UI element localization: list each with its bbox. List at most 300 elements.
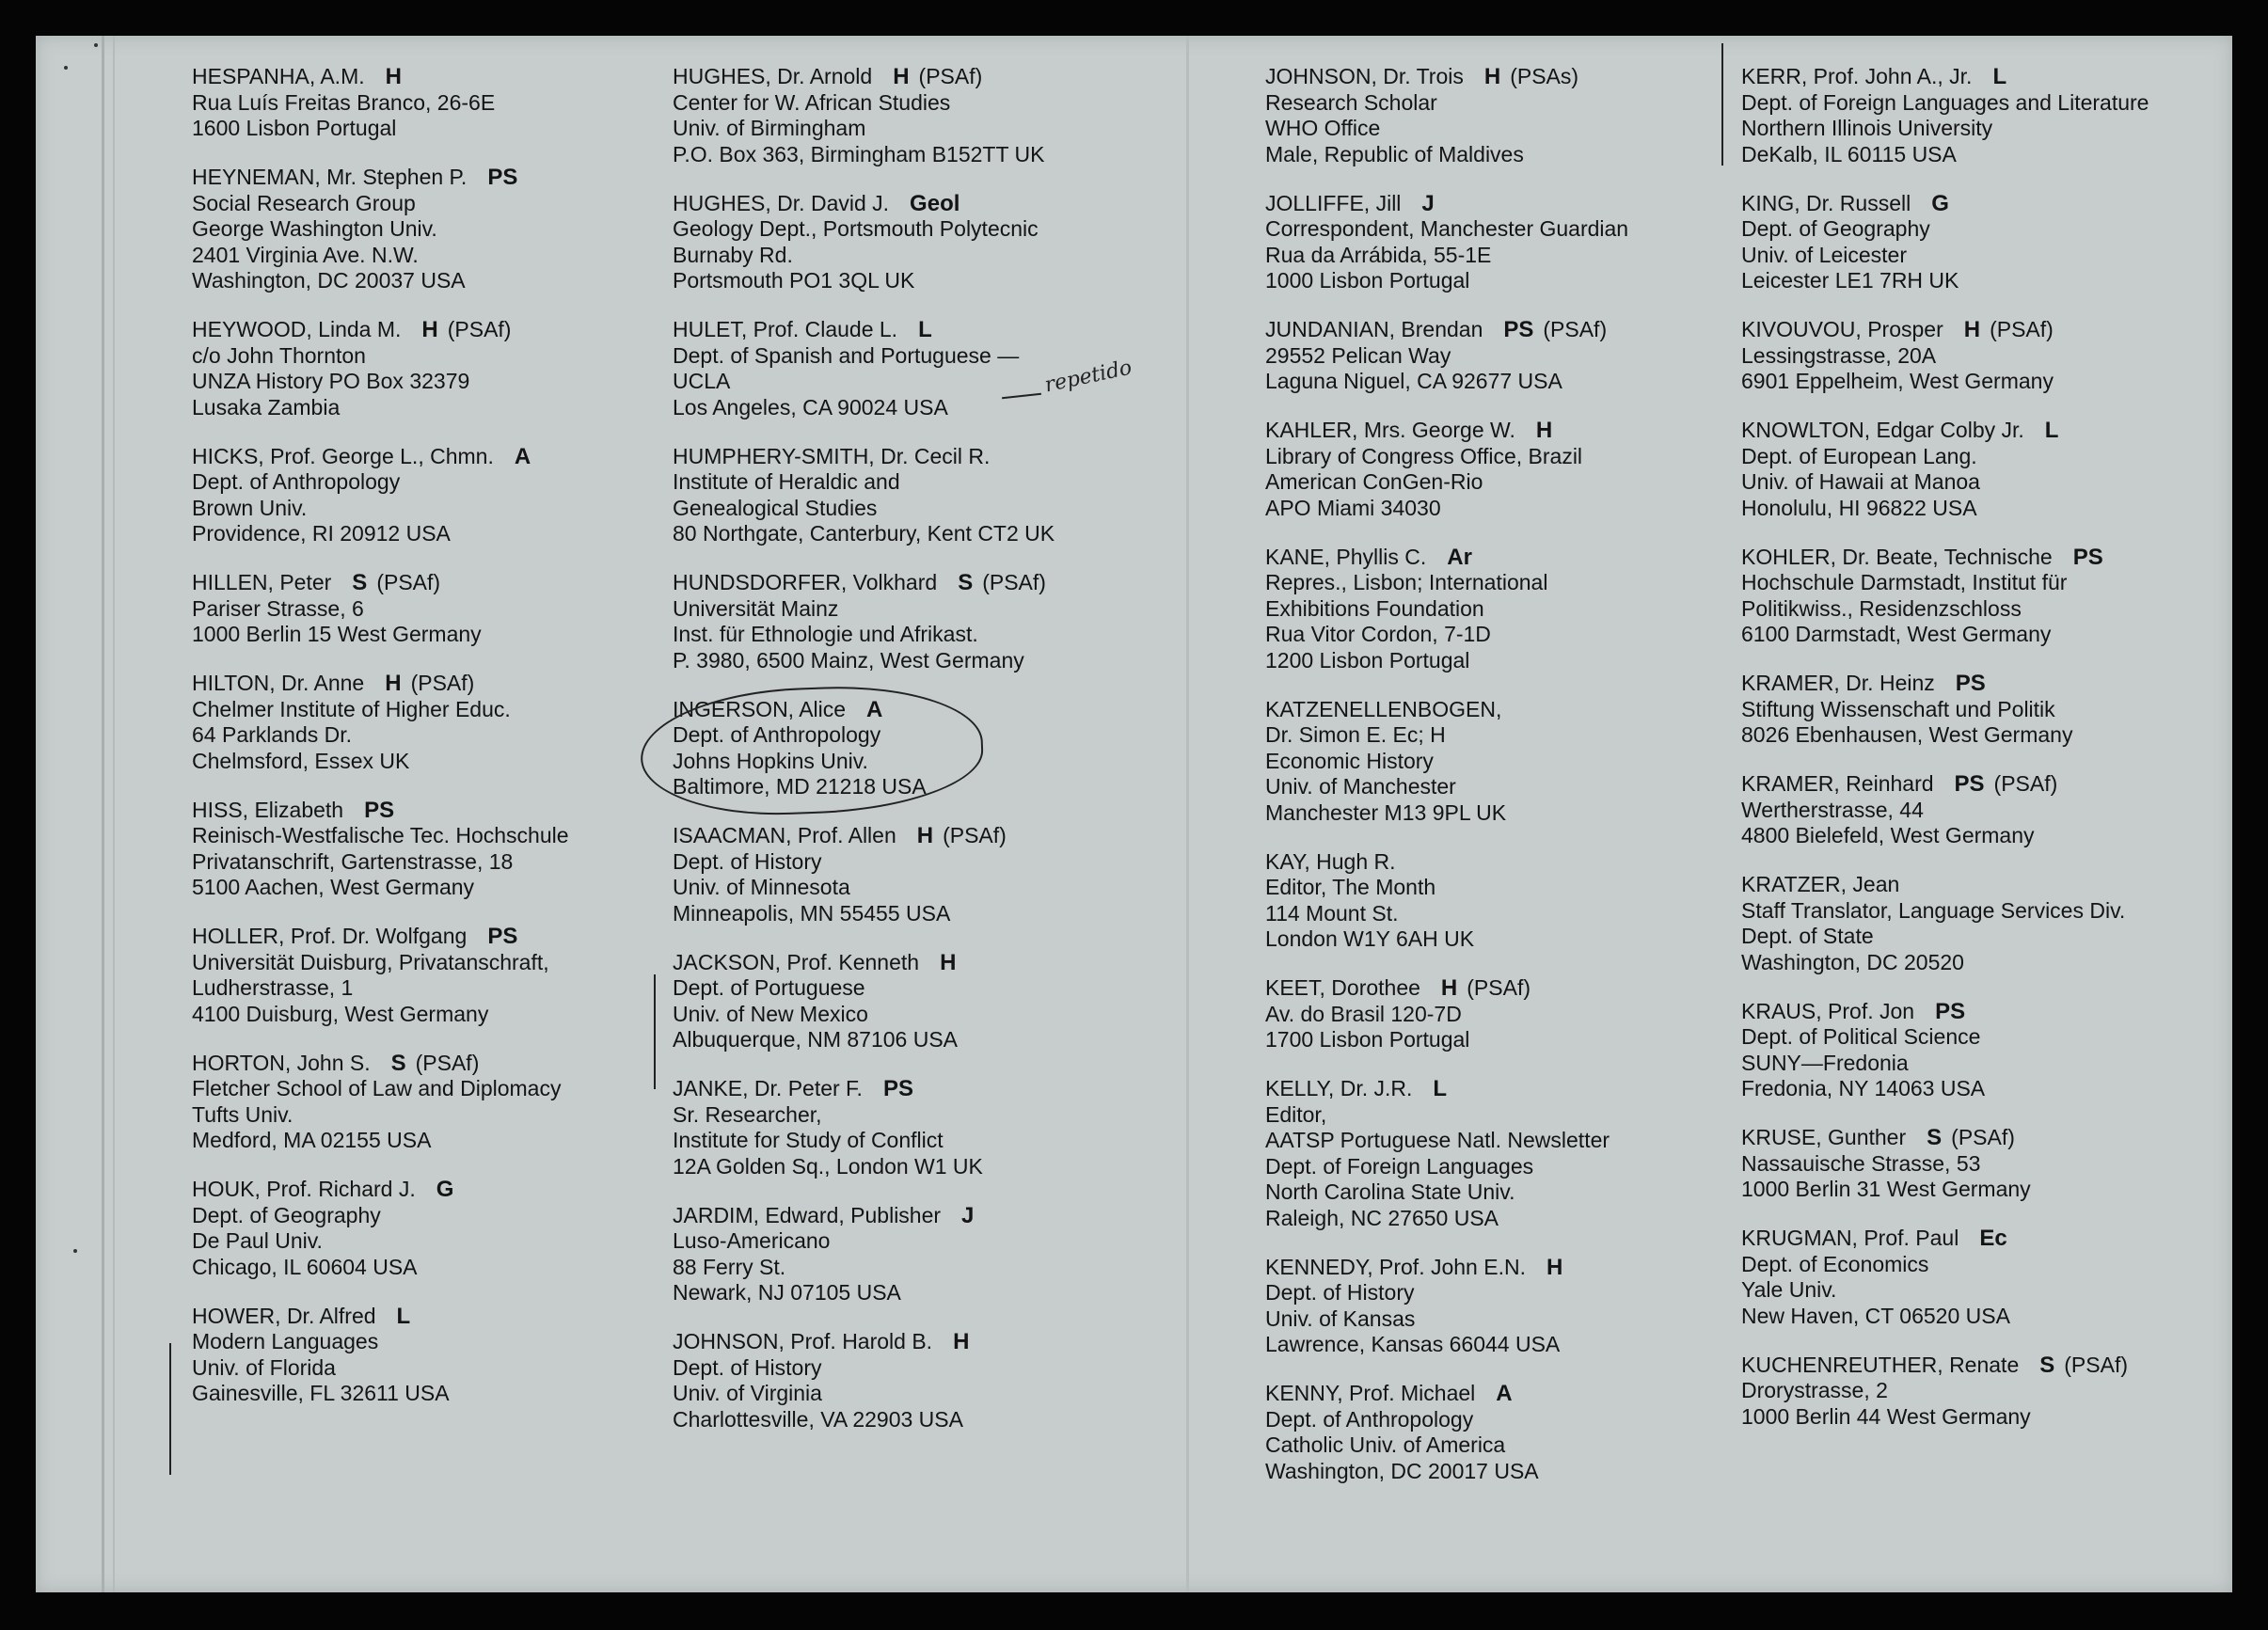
address-line: Univ. of New Mexico [673, 1001, 868, 1026]
address-line: Leicester LE1 7RH UK [1741, 268, 1959, 293]
address-line: Lessingstrasse, 20A [1741, 342, 1937, 368]
address-line: Dept. of Economics [1741, 1251, 1929, 1276]
entry-heading [673, 64, 1055, 90]
address-line: Providence, RI 20912 USA [192, 521, 451, 546]
directory-entry [673, 1076, 1055, 1179]
directory-column-3 [1265, 64, 1628, 1508]
address-line: Sr. Researcher, [673, 1101, 822, 1127]
affiliation-tag: (PSAf) [918, 64, 983, 88]
entry-heading [1265, 418, 1628, 444]
discipline-code: H [385, 671, 402, 696]
entry-name: JACKSON, Prof. Kenneth [673, 949, 920, 974]
affiliation-tag: (PSAf) [1993, 771, 2058, 796]
address-line: Fletcher School of Law and Diplomacy [192, 1076, 562, 1100]
address-line: Washington, DC 20037 USA [192, 268, 466, 293]
entry-name: ISAACMAN, Prof. Allen [673, 823, 896, 847]
address-line: Univ. of Manchester [1265, 774, 1456, 799]
directory-entry [1741, 671, 2149, 749]
address-line: Univ. of Hawaii at Manoa [1741, 469, 1980, 494]
address-line: Dept. of History [1265, 1280, 1415, 1305]
entry-heading [192, 671, 569, 697]
address-line: Rua Luís Freitas Branco, 26-6E [192, 89, 496, 115]
address-line: Universität Duisburg, Privatanschraft, [192, 949, 549, 974]
address-line: 6901 Eppelheim, West Germany [1741, 369, 2054, 393]
address-line: 6100 Darmstadt, West Germany [1741, 622, 2052, 646]
address-line: Medford, MA 02155 USA [192, 1128, 432, 1152]
entry-heading [192, 924, 569, 950]
address-line: Luso-Americano [673, 1228, 831, 1253]
entry-name: KENNEDY, Prof. John E.N. [1265, 1254, 1526, 1279]
discipline-code: PS [1954, 771, 1985, 797]
discipline-code: S [390, 1050, 406, 1076]
address-line: 12A Golden Sq., London W1 UK [673, 1153, 983, 1179]
address-line: Albuquerque, NM 87106 USA [673, 1027, 959, 1052]
address-line: Pariser Strasse, 6 [192, 595, 364, 621]
address-line: 4800 Bielefeld, West Germany [1741, 823, 2035, 847]
address-line: 1600 Lisbon Portugal [192, 116, 397, 140]
address-line: Staff Translator, Language Services Div. [1741, 897, 2126, 923]
entry-name: HESPANHA, A.M. [192, 64, 365, 88]
entry-heading [1741, 64, 2149, 90]
entry-name: HUGHES, Dr. David J. [673, 190, 890, 215]
address-line: UCLA [673, 369, 731, 393]
entry-heading [192, 1051, 569, 1077]
directory-entry [1741, 418, 2149, 521]
discipline-code: A [1496, 1381, 1513, 1406]
discipline-code: PS [1503, 317, 1534, 342]
entry-heading [673, 1329, 1055, 1355]
address-line: Dept. of History [673, 848, 822, 874]
affiliation-tag: (PSAf) [943, 823, 1007, 847]
paper-speck [64, 66, 68, 70]
entry-name: HOUK, Prof. Richard J. [192, 1177, 416, 1201]
entry-heading [1265, 975, 1628, 1002]
address-line: Charlottesville, VA 22903 USA [673, 1406, 963, 1432]
directory-entry [1741, 872, 2149, 975]
address-line: Geology Dept., Portsmouth Polytecnic [673, 216, 1039, 241]
address-line: Newark, NJ 07105 USA [673, 1280, 901, 1305]
discipline-code: H [940, 949, 957, 975]
entry-name: HUGHES, Dr. Arnold [673, 64, 873, 88]
entry-name: KERR, Prof. John A., Jr. [1741, 64, 1973, 88]
address-line: Correspondent, Manchester Guardian [1265, 216, 1629, 241]
directory-entry [1265, 697, 1628, 827]
address-line: Portsmouth PO1 3QL UK [673, 268, 915, 293]
entry-name: HISS, Elizabeth [192, 797, 344, 822]
address-line: 88 Ferry St. [673, 1254, 786, 1279]
address-line: P.O. Box 363, Birmingham B152TT UK [673, 141, 1045, 166]
entry-heading [1265, 849, 1628, 876]
directory-entry [1741, 999, 2149, 1102]
address-line: Dept. of Geography [1741, 216, 1930, 241]
address-line: North Carolina State Univ. [1265, 1179, 1515, 1204]
address-line: Editor, The Month [1265, 875, 1436, 899]
affiliation-tag: (PSAf) [1990, 317, 2054, 341]
address-line: 1000 Berlin 44 West Germany [1741, 1403, 2031, 1429]
address-line: Reinisch-Westfalische Tec. Hochschule [192, 823, 569, 847]
directory-entry [192, 671, 569, 774]
entry-name: KRUSE, Gunther [1741, 1125, 1907, 1149]
address-line: Modern Languages [192, 1329, 379, 1353]
directory-entry [1741, 1226, 2149, 1329]
entry-name: HULET, Prof. Claude L. [673, 317, 898, 341]
discipline-code: PS [487, 924, 518, 949]
discipline-code: H [916, 823, 934, 848]
entry-heading [1265, 545, 1628, 571]
entry-heading [1265, 1381, 1628, 1407]
entry-name: KNOWLTON, Edgar Colby Jr. [1741, 418, 2024, 442]
address-line: Social Research Group [192, 190, 416, 215]
entry-name: HILLEN, Peter [192, 570, 332, 594]
entry-name: HEYWOOD, Linda M. [192, 317, 402, 341]
address-line: Ludherstrasse, 1 [192, 975, 354, 1000]
entry-heading [192, 317, 569, 343]
address-line: Dept. of European Lang. [1741, 443, 1977, 468]
entry-heading [673, 950, 1055, 976]
address-line: Universität Mainz [673, 595, 839, 621]
entry-heading [673, 1076, 1055, 1102]
directory-entry [673, 1329, 1055, 1432]
entry-heading [192, 1177, 569, 1203]
directory-entry [192, 798, 569, 901]
affiliation-tag: (PSAf) [982, 570, 1046, 594]
address-line: SUNY—Fredonia [1741, 1050, 1909, 1075]
address-line: Economic History [1265, 748, 1434, 773]
directory-entry [192, 64, 569, 142]
discipline-code: H [1440, 975, 1458, 1001]
discipline-code: H [1483, 64, 1501, 89]
address-line: Northern Illinois University [1741, 116, 1993, 140]
directory-entry [192, 570, 569, 648]
directory-entry [1265, 545, 1628, 674]
discipline-code: H [893, 64, 910, 89]
entry-heading [192, 570, 569, 596]
entry-name: KATZENELLENBOGEN, [1265, 696, 1502, 721]
address-line: Honolulu, HI 96822 USA [1741, 495, 1977, 520]
handwritten-annotation: repetido [1042, 356, 1134, 398]
entry-name: KEET, Dorothee [1265, 975, 1420, 1000]
address-line: UNZA History PO Box 32379 [192, 369, 470, 393]
directory-entry [1265, 418, 1628, 521]
discipline-code: L [1992, 64, 2007, 89]
paper-speck [94, 43, 98, 47]
discipline-code: Ar [1447, 544, 1472, 570]
entry-name: JOLLIFFE, Jill [1265, 190, 1402, 215]
address-line: Dept. of Political Science [1741, 1024, 1981, 1049]
discipline-code: G [1931, 190, 1949, 216]
discipline-code: PS [1955, 671, 1986, 696]
entry-name: KRATZER, Jean [1741, 872, 1900, 896]
address-line: Male, Republic of Maldives [1265, 141, 1524, 166]
directory-entry [192, 1051, 569, 1154]
address-line: Yale Univ. [1741, 1277, 1837, 1302]
entry-heading [1265, 697, 1628, 723]
affiliation-tag: (PSAf) [376, 570, 441, 594]
address-line: Dept. of Foreign Languages [1265, 1153, 1534, 1179]
discipline-code: H [953, 1329, 970, 1354]
directory-entry [192, 1304, 569, 1407]
address-line: Baltimore, MD 21218 USA [673, 774, 927, 799]
address-line: Research Scholar [1265, 89, 1437, 115]
address-line: Washington, DC 20017 USA [1265, 1458, 1539, 1483]
discipline-code: H [1963, 317, 1981, 342]
discipline-code: J [1421, 190, 1435, 216]
entry-heading [192, 444, 569, 470]
address-line: 4100 Duisburg, West Germany [192, 1001, 489, 1026]
address-line: Univ. of Leicester [1741, 242, 1907, 267]
discipline-code: H [1546, 1254, 1563, 1280]
entry-heading [1265, 317, 1628, 343]
discipline-code: PS [882, 1076, 913, 1101]
address-line: New Haven, CT 06520 USA [1741, 1303, 2010, 1328]
entry-name: JARDIM, Edward, Publisher [673, 1202, 942, 1227]
address-line: Dept. of Anthropology [192, 469, 401, 494]
address-line: Dept. of History [673, 1354, 822, 1380]
address-line: Nassauische Strasse, 53 [1741, 1150, 1981, 1176]
address-line: Inst. für Ethnologie und Afrikast. [673, 622, 978, 646]
address-line: London W1Y 6AH UK [1265, 926, 1475, 951]
entry-name: HUNDSDORFER, Volkhard [673, 570, 938, 594]
address-line: Rua da Arrábida, 55-1E [1265, 242, 1492, 267]
directory-entry [1265, 975, 1628, 1053]
address-line: Privatanschrift, Gartenstrasse, 18 [192, 848, 514, 874]
address-line: c/o John Thornton [192, 342, 366, 368]
directory-entry [673, 191, 1055, 294]
address-line: Univ. of Florida [192, 1354, 336, 1380]
discipline-code: PS [1935, 998, 1966, 1024]
entry-name: KING, Dr. Russell [1741, 190, 1911, 215]
discipline-code: L [396, 1303, 411, 1329]
affiliation-tag: (PSAf) [1951, 1125, 2015, 1149]
entry-heading [673, 570, 1055, 596]
address-line: Institute for Study of Conflict [673, 1128, 944, 1152]
entry-name: JANKE, Dr. Peter F. [673, 1076, 863, 1100]
directory-entry [1741, 191, 2149, 294]
entry-name: INGERSON, Alice [673, 696, 847, 721]
address-line: Dept. of Foreign Languages and Literature [1741, 89, 2149, 115]
address-line: George Washington Univ. [192, 216, 437, 241]
address-line: Univ. of Minnesota [673, 875, 850, 899]
directory-entry [673, 823, 1055, 926]
entry-heading [1741, 418, 2149, 444]
entry-name: KENNY, Prof. Michael [1265, 1381, 1476, 1405]
address-line: Genealogical Studies [673, 495, 878, 520]
discipline-code: PS [364, 797, 395, 823]
directory-page [36, 36, 2232, 1592]
discipline-code: J [961, 1202, 975, 1228]
discipline-code: G [436, 1177, 454, 1202]
entry-heading [673, 823, 1055, 849]
entry-name: KRAMER, Reinhard [1741, 771, 1934, 796]
directory-entry [1741, 317, 2149, 395]
entry-heading [192, 1304, 569, 1330]
address-line: Drorystrasse, 2 [1741, 1378, 1888, 1402]
entry-heading [673, 191, 1055, 217]
directory-column-1 [192, 64, 569, 1430]
entry-heading [673, 1203, 1055, 1229]
paper-speck [73, 1249, 77, 1253]
margin-bracket-mark [654, 974, 665, 1089]
address-line: 5100 Aachen, West Germany [192, 875, 475, 899]
address-line: Institute of Heraldic and [673, 469, 900, 494]
entry-heading [1741, 1353, 2149, 1379]
address-line: 1000 Berlin 31 West Germany [1741, 1177, 2031, 1201]
discipline-code: S [2039, 1352, 2055, 1378]
directory-entry [1741, 1353, 2149, 1431]
address-line: Exhibitions Foundation [1265, 595, 1484, 621]
entry-name: HICKS, Prof. George L., Chmn. [192, 443, 494, 468]
discipline-code: PS [2072, 544, 2103, 570]
address-line: Dept. of Anthropology [1265, 1406, 1474, 1432]
entry-heading [1265, 1255, 1628, 1281]
address-line: 80 Northgate, Canterbury, Kent CT2 UK [673, 521, 1055, 546]
address-line: 29552 Pelican Way [1265, 342, 1451, 368]
fold-line [113, 36, 115, 1592]
entry-name: HEYNEMAN, Mr. Stephen P. [192, 165, 468, 189]
entry-heading [1265, 191, 1628, 217]
entry-heading [1741, 191, 2149, 217]
directory-entry [1265, 1381, 1628, 1484]
address-line: De Paul Univ. [192, 1228, 323, 1253]
entry-name: HUMPHERY-SMITH, Dr. Cecil R. [673, 443, 991, 468]
directory-entry [192, 317, 569, 420]
directory-entry [1741, 64, 2149, 167]
address-line: 1200 Lisbon Portugal [1265, 647, 1470, 673]
affiliation-tag: (PSAs) [1510, 64, 1579, 88]
discipline-code: A [866, 696, 883, 722]
address-line: Dept. of Anthropology [673, 722, 881, 747]
affiliation-tag: (PSAf) [2064, 1352, 2128, 1377]
discipline-code: PS [487, 165, 518, 190]
discipline-code: L [1433, 1076, 1448, 1101]
entry-heading [1741, 1226, 2149, 1252]
entry-name: KANE, Phyllis C. [1265, 544, 1427, 569]
directory-entry [1265, 191, 1628, 294]
address-line: Raleigh, NC 27650 USA [1265, 1205, 1499, 1230]
address-line: Dept. of State [1741, 924, 1874, 948]
directory-entry [1265, 64, 1628, 167]
discipline-code: L [2044, 418, 2059, 443]
entry-heading [1741, 1125, 2149, 1151]
entry-name: JOHNSON, Dr. Trois [1265, 64, 1464, 88]
address-line: Politikwiss., Residenzschloss [1741, 595, 2022, 621]
directory-entry [673, 444, 1055, 547]
address-line: Wertherstrasse, 44 [1741, 797, 1924, 822]
discipline-code: H [421, 317, 438, 342]
directory-entry [192, 444, 569, 547]
entry-heading [1741, 671, 2149, 697]
address-line: Lawrence, Kansas 66044 USA [1265, 1332, 1561, 1356]
address-line: Chicago, IL 60604 USA [192, 1254, 418, 1279]
entry-name: KAHLER, Mrs. George W. [1265, 418, 1515, 442]
entry-name: KELLY, Dr. J.R. [1265, 1076, 1413, 1100]
entry-name: KRUGMAN, Prof. Paul [1741, 1226, 1959, 1250]
entry-heading [192, 165, 569, 191]
affiliation-tag: (PSAf) [447, 317, 512, 341]
address-line: 1000 Lisbon Portugal [1265, 268, 1470, 293]
entry-name: KRAUS, Prof. Jon [1741, 998, 1915, 1023]
address-line: WHO Office [1265, 116, 1381, 140]
address-line: Lusaka Zambia [192, 394, 341, 419]
address-line: AATSP Portuguese Natl. Newsletter [1265, 1128, 1610, 1152]
address-line: 1000 Berlin 15 West Germany [192, 622, 482, 646]
address-line: 64 Parklands Dr. [192, 722, 353, 747]
address-line: Johns Hopkins Univ. [673, 748, 868, 773]
directory-entry [1265, 1255, 1628, 1358]
address-line: APO Miami 34030 [1265, 495, 1441, 520]
discipline-code: A [514, 443, 531, 469]
entry-name: KRAMER, Dr. Heinz [1741, 671, 1935, 695]
address-line: 114 Mount St. [1265, 900, 1399, 926]
margin-bracket-mark [1721, 43, 1733, 166]
discipline-code: S [958, 570, 974, 595]
directory-entry [673, 64, 1055, 167]
address-line: American ConGen-Rio [1265, 469, 1483, 494]
entry-name: HILTON, Dr. Anne [192, 671, 365, 695]
directory-entry [1265, 1076, 1628, 1231]
address-line: Av. do Brasil 120-7D [1265, 1001, 1462, 1026]
discipline-code: Ec [1979, 1226, 2007, 1251]
address-line: Rua Vitor Cordon, 7-1D [1265, 622, 1491, 646]
affiliation-tag: (PSAf) [410, 671, 475, 695]
address-line: 2401 Virginia Ave. N.W. [192, 242, 419, 267]
address-line: Laguna Niguel, CA 92677 USA [1265, 369, 1562, 393]
entry-heading [1741, 545, 2149, 571]
address-line: Catholic Univ. of America [1265, 1432, 1506, 1457]
discipline-code: S [352, 570, 368, 595]
entry-heading [673, 444, 1055, 470]
address-line: Dept. of Geography [192, 1202, 381, 1227]
entry-name: JUNDANIAN, Brendan [1265, 317, 1483, 341]
entry-heading [1741, 872, 2149, 898]
address-line: Washington, DC 20520 [1741, 949, 1964, 974]
entry-heading [1265, 1076, 1628, 1102]
address-line: Center for W. African Studies [673, 89, 951, 115]
address-line: 8026 Ebenhausen, West Germany [1741, 722, 2073, 747]
entry-heading [192, 798, 569, 824]
directory-entry [1741, 545, 2149, 648]
entry-name: KIVOUVOU, Prosper [1741, 317, 1943, 341]
address-line: Library of Congress Office, Brazil [1265, 443, 1583, 468]
address-line: Chelmer Institute of Higher Educ. [192, 696, 511, 721]
directory-entry [192, 1177, 569, 1280]
entry-heading [673, 317, 1055, 343]
directory-entry [673, 697, 1055, 800]
fold-line [102, 36, 104, 1592]
directory-entry [192, 165, 569, 294]
address-line: Univ. of Birmingham [673, 116, 866, 140]
directory-entry [1741, 771, 2149, 849]
address-line: Dept. of Spanish and Portuguese — [673, 342, 1020, 368]
entry-heading [1741, 999, 2149, 1025]
entry-name: KAY, Hugh R. [1265, 848, 1396, 874]
address-line: Editor, [1265, 1101, 1327, 1127]
address-line: Dept. of Portuguese [673, 975, 865, 1000]
entry-heading [1265, 64, 1628, 90]
address-line: Brown Univ. [192, 495, 308, 520]
directory-entry [192, 924, 569, 1027]
address-line: DeKalb, IL 60115 USA [1741, 141, 1957, 166]
entry-name: HORTON, John S. [192, 1050, 371, 1075]
entry-name: KUCHENREUTHER, Renate [1741, 1352, 2020, 1377]
directory-entry [673, 1203, 1055, 1306]
address-line: Tufts Univ. [192, 1101, 293, 1127]
address-line: Gainesville, FL 32611 USA [192, 1381, 450, 1405]
address-line: Univ. of Virginia [673, 1381, 822, 1405]
address-line: Burnaby Rd. [673, 242, 793, 267]
discipline-code: H [385, 64, 402, 89]
directory-entry [673, 317, 1055, 420]
